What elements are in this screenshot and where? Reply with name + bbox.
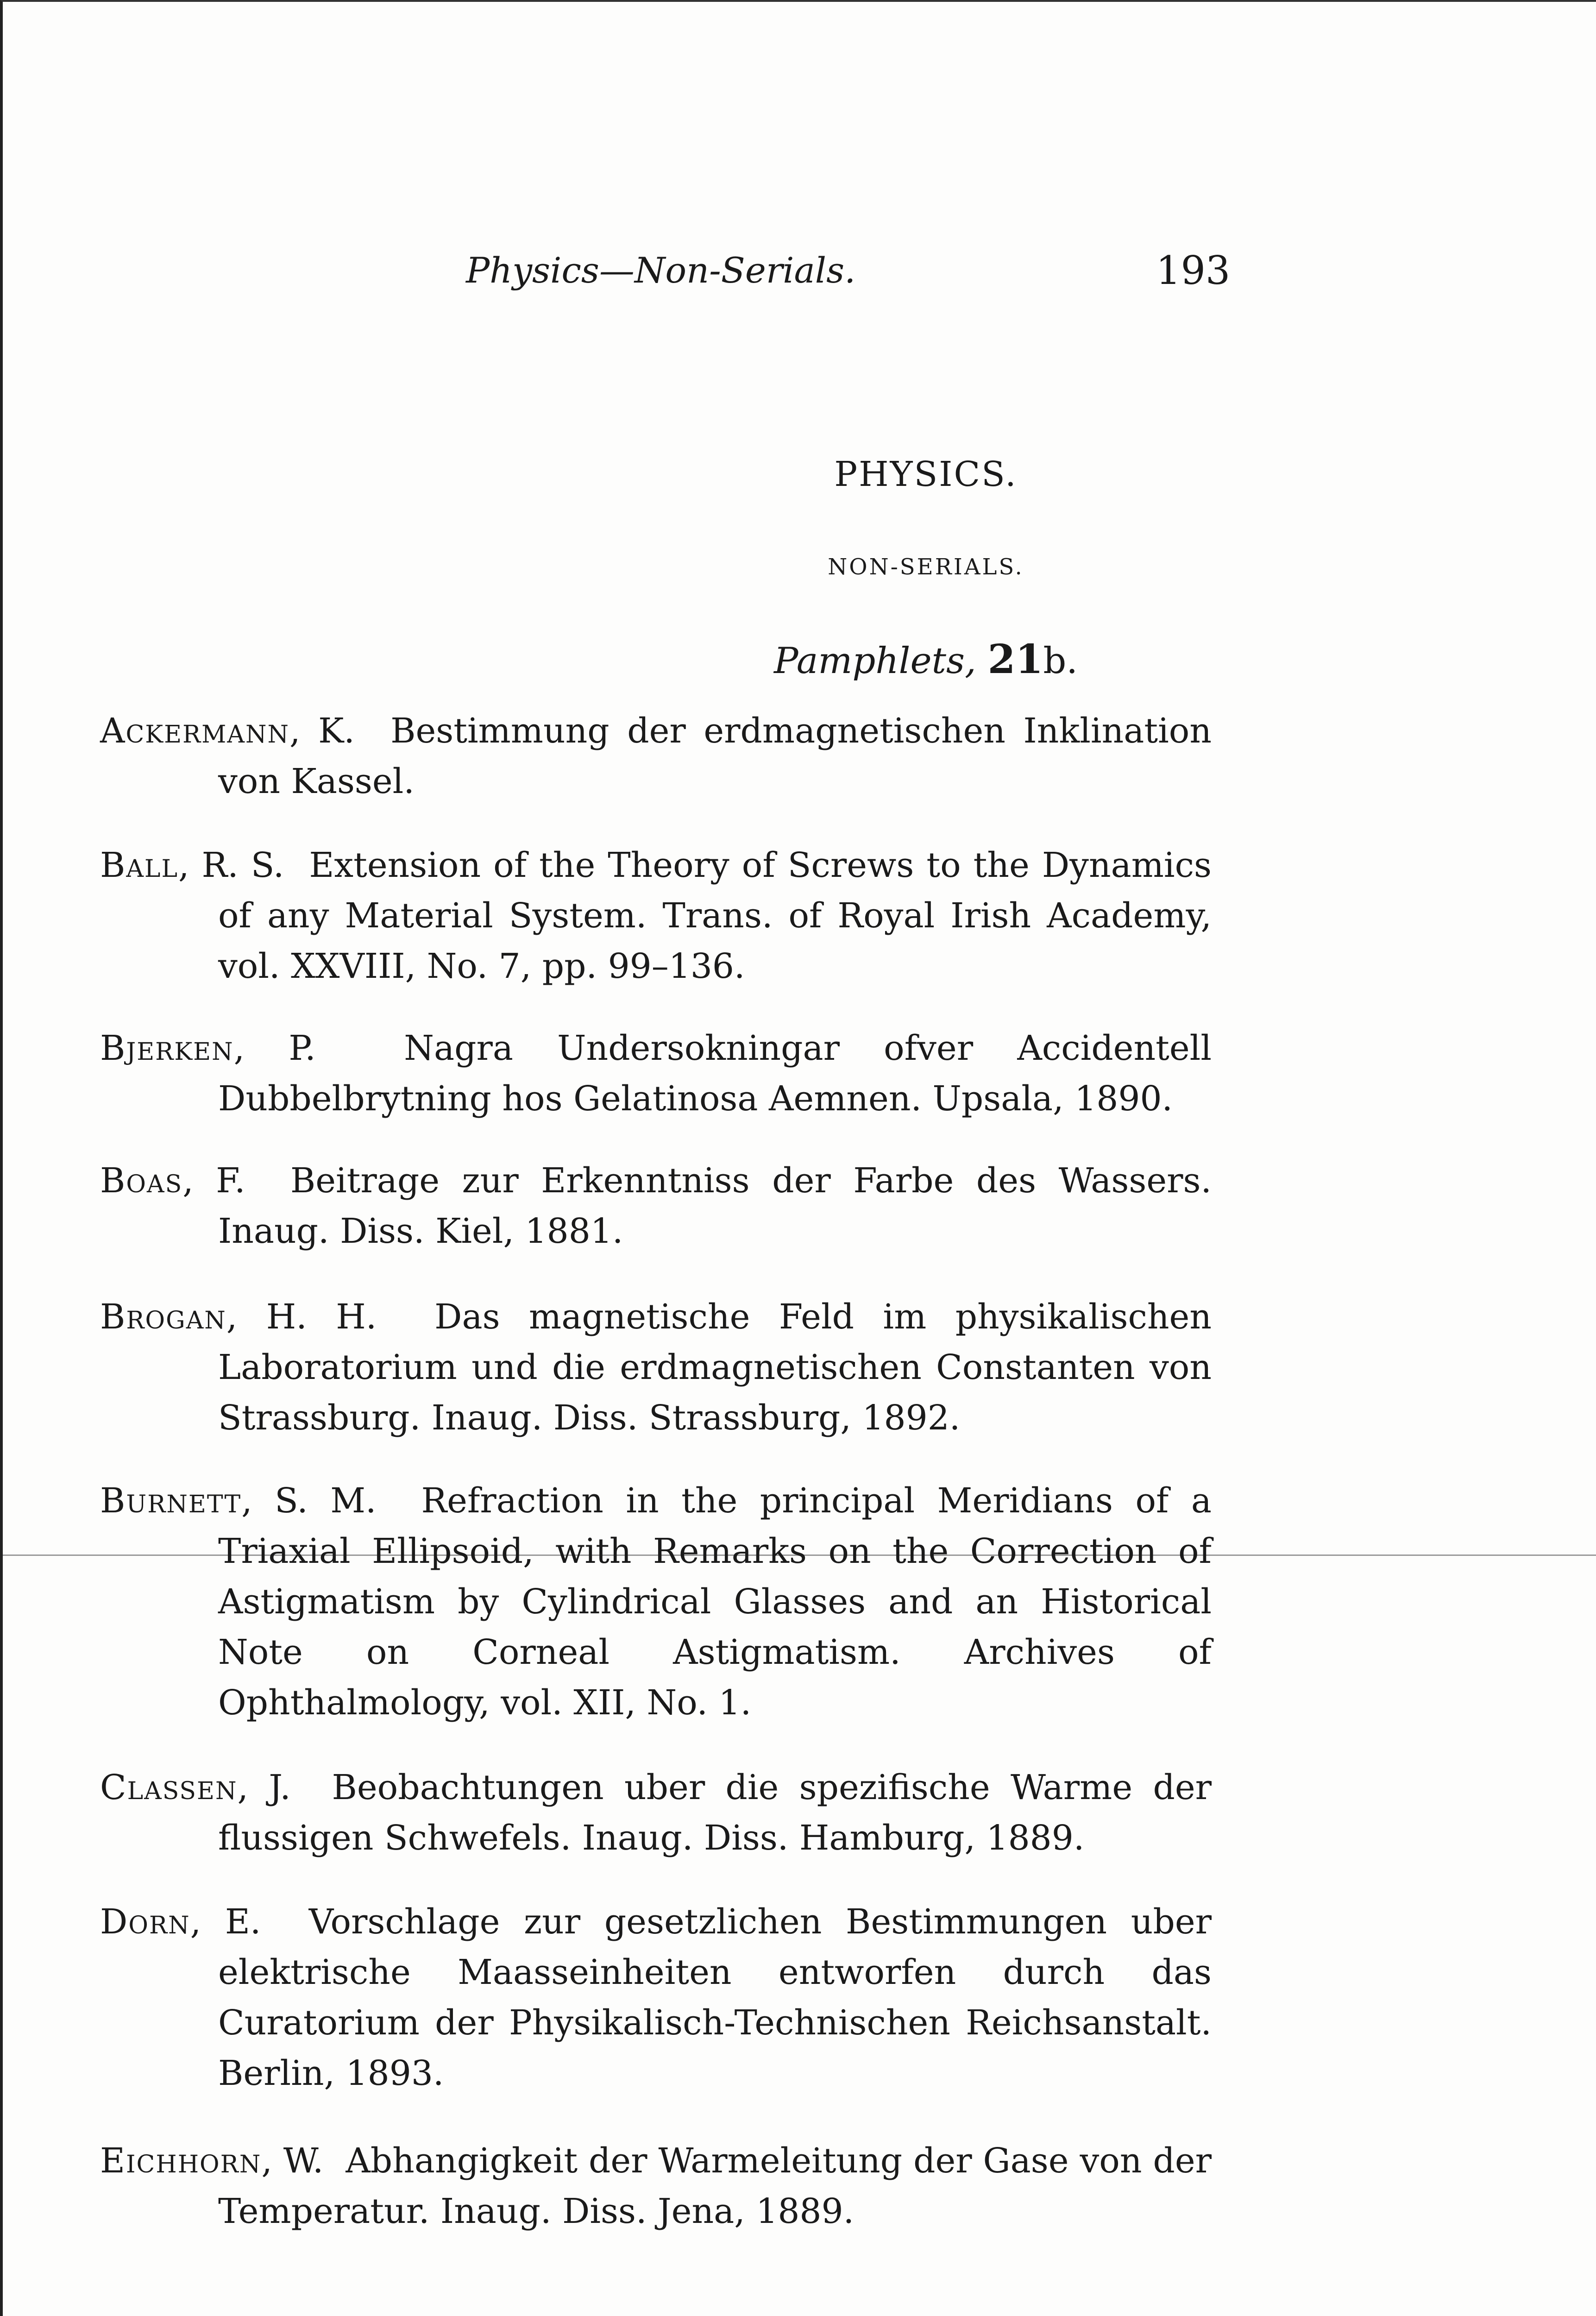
entry-author: Bjerken — [100, 1028, 234, 1068]
entry-text: Abhangigkeit der Warmeleitung der Gase von der Temperatur. Inaug. Diss. Jena, 1889. — [218, 2141, 1212, 2231]
running-title: Physics—Non-Serials. — [466, 250, 856, 291]
entry-text: Beobachtungen uber die spezifische Warme der flussigen Schwefels. Inaug. Diss. Hamburg, 1889. — [218, 1768, 1212, 1858]
entry-author: Boas — [100, 1161, 183, 1201]
entry-initials: , S. M. — [241, 1481, 377, 1521]
shelfmark — [3, 634, 1596, 686]
bibliography-entry — [100, 1292, 1212, 1443]
entry-initials: , J. — [237, 1768, 291, 1807]
entry-text: Vorschlage zur gesetzlichen Bestimmungen uber elektrische Maasseinheiten entworfen durch das Curatorium der Physikalisch-Technischen Reichsanstalt. Berlin, 1893. — [218, 1902, 1212, 2093]
bibliography-entry — [100, 840, 1212, 992]
shelfmark-number: 21 — [987, 636, 1043, 683]
entry-initials: , R. S. — [178, 845, 284, 885]
entry-initials: , F. — [182, 1161, 245, 1201]
shelfmark-label: Pamphlets, — [773, 640, 976, 682]
subsection-title: NON-SERIALS. — [828, 554, 1024, 580]
running-head — [3, 247, 1596, 294]
bibliography-entry — [100, 1762, 1212, 1863]
entry-initials: , H. H. — [226, 1297, 377, 1337]
entry-text: Beitrage zur Erkenntniss der Farbe des Wassers. Inaug. Diss. Kiel, 1881. — [218, 1161, 1212, 1251]
bibliography-list — [100, 706, 1212, 2237]
entry-initials: , E. — [190, 1902, 261, 1942]
bibliography-entry — [100, 706, 1212, 807]
entry-initials: , P. — [233, 1028, 316, 1068]
entry-text: Nagra Undersokningar ofver Accidentell Dubbelbrytning hos Gelatinosa Aemnen. Upsala, 1890. — [218, 1028, 1212, 1119]
entry-author: Brogan — [100, 1297, 226, 1337]
entry-author: Burnett — [100, 1481, 242, 1521]
bibliography-entry — [100, 1023, 1212, 1124]
bibliography-entry — [100, 1897, 1212, 2099]
entry-author: Eichhorn — [100, 2141, 262, 2181]
page-number: 193 — [1156, 248, 1231, 293]
shelfmark-suffix: b. — [1043, 640, 1078, 682]
entry-text: Extension of the Theory of Screws to the Dynamics of any Material System. Trans. of Royal Irish Academy, vol. XXVIII, No. 7, pp. 99–136. — [218, 845, 1212, 986]
entry-author: Classen — [100, 1768, 238, 1807]
entry-initials: , W. — [261, 2141, 324, 2181]
entry-initials: , K. — [289, 711, 355, 751]
entry-text: Das magnetische Feld im physikalischen Laboratorium und die erdmagnetischen Constanten von Strassburg. Inaug. Diss. Strassburg, 1892. — [218, 1297, 1212, 1438]
entry-text: Bestimmung der erdmagnetischen Inklination von Kassel. — [218, 711, 1212, 801]
bibliography-entry — [100, 1476, 1212, 1728]
section-title: PHYSICS. — [834, 454, 1018, 494]
entry-author: Ackermann — [100, 711, 289, 751]
entry-text: Refraction in the principal Meridians of a Triaxial Ellipsoid, with Remarks on the Correction of Astigmatism by Cylindrical Glasses and an Historical Note on Corneal Astigmatism. Archives of Ophthalmology, vol. XII, No. 1. — [218, 1481, 1212, 1723]
bibliography-entry — [100, 1156, 1212, 1257]
bibliography-entry — [100, 2136, 1212, 2237]
entry-author: Ball — [100, 845, 178, 885]
entry-author: Dorn — [100, 1902, 190, 1942]
